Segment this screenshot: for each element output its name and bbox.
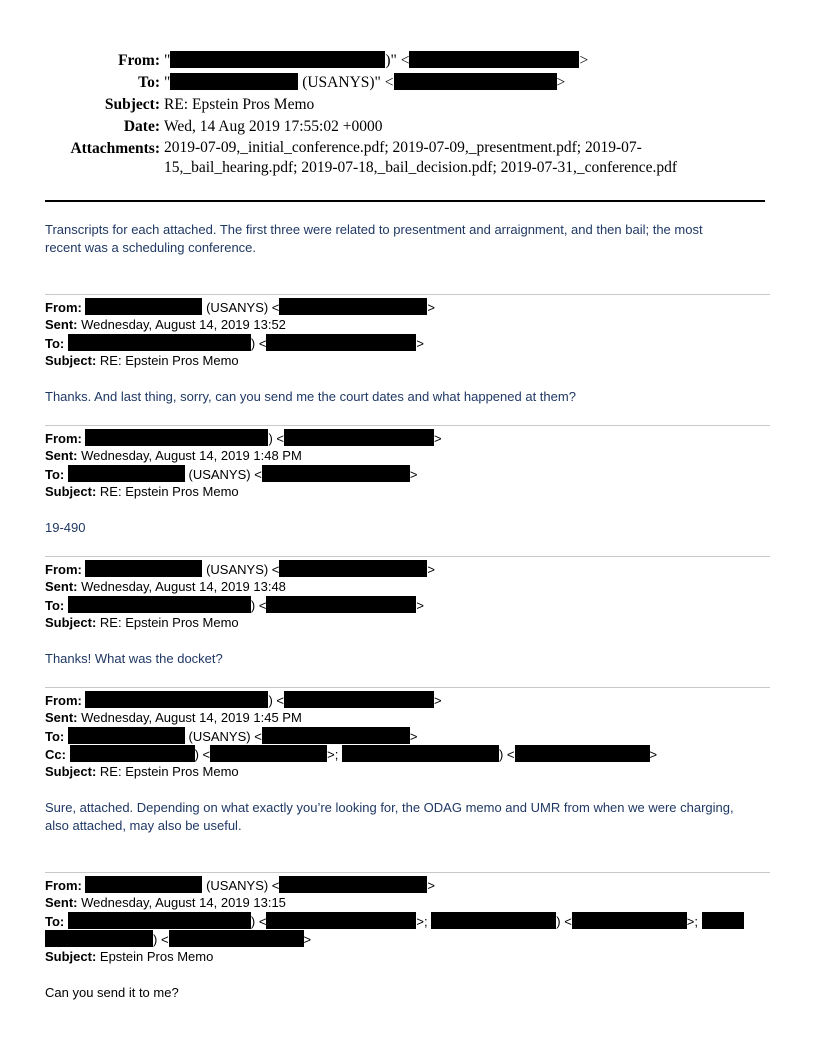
angle-close: > — [409, 467, 418, 482]
header-from-row — [40, 50, 740, 72]
redaction-bar — [68, 912, 251, 929]
header-to-row — [40, 72, 740, 94]
header-attachments-row — [40, 138, 740, 178]
redaction-bar — [45, 930, 153, 947]
subject-label: Subject: — [45, 615, 97, 630]
sent-value: Wednesday, August 14, 2019 1:45 PM — [77, 710, 302, 725]
to-label: To: — [45, 467, 65, 482]
angle-close: > — [579, 52, 589, 69]
from-org: (USANYS) < — [202, 300, 280, 315]
redaction-bar — [85, 560, 202, 577]
redaction-bar — [85, 298, 202, 315]
email-to-row — [45, 596, 770, 614]
header-from-sep: )" < — [385, 52, 410, 69]
redaction-bar — [702, 912, 744, 929]
email-from-row — [45, 691, 770, 709]
subject-value: Epstein Pros Memo — [96, 949, 214, 964]
email-to-row — [45, 465, 770, 483]
from-label: From: — [45, 693, 82, 708]
quoted-email-2 — [45, 429, 770, 501]
redaction-bar — [279, 298, 427, 315]
redaction-bar — [572, 912, 687, 929]
redaction-bar — [284, 691, 434, 708]
from-label: From: — [45, 431, 82, 446]
email-4-body-line-1: Sure, attached. Depending on what exactly you’re looking for, the ODAG memo and UMR from when we were charging, — [45, 800, 734, 815]
redaction-bar — [170, 51, 385, 68]
to-divider: >; — [686, 914, 702, 929]
email-separator — [45, 425, 770, 426]
redaction-bar — [279, 560, 427, 577]
subject-label: Subject: — [45, 484, 97, 499]
email-separator — [45, 294, 770, 295]
angle-close: > — [427, 878, 435, 893]
redaction-bar — [266, 912, 416, 929]
cc-sep: ) < — [498, 747, 515, 762]
email-sent-row — [45, 578, 770, 596]
email-from-row — [45, 429, 770, 447]
sent-value: Wednesday, August 14, 2019 1:48 PM — [77, 448, 302, 463]
to-org: (USANYS) < — [184, 467, 262, 482]
sent-label: Sent: — [45, 317, 78, 332]
subject-label: Subject: — [45, 764, 97, 779]
email-cc-row — [45, 745, 770, 763]
sent-value: Wednesday, August 14, 2019 13:15 — [77, 895, 286, 910]
angle-close: > — [649, 747, 658, 762]
email-3-body: Thanks! What was the docket? — [45, 651, 223, 666]
to-label: To: — [45, 914, 65, 929]
angle-close: > — [434, 693, 442, 708]
subject-value: RE: Epstein Pros Memo — [96, 615, 239, 630]
to-org: (USANYS) < — [184, 729, 262, 744]
email-from-row — [45, 560, 770, 578]
attachments-line-2[interactable]: 15,_bail_hearing.pdf; 2019-07-18,_bail_decision.pdf; 2019-07-31,_conference.pdf — [164, 159, 678, 176]
to-label: To: — [45, 729, 65, 744]
email-separator — [45, 687, 770, 688]
redaction-bar — [210, 745, 327, 762]
email-sent-row — [45, 447, 770, 465]
attachments-line-1[interactable]: 2019-07-09,_initial_conference.pdf; 2019-07-09,_presentment.pdf; 2019-07- — [164, 139, 642, 156]
subject-value: RE: Epstein Pros Memo — [96, 353, 239, 368]
email-subject-row — [45, 763, 770, 781]
angle-close: > — [303, 932, 312, 947]
sent-label: Sent: — [45, 448, 78, 463]
header-date-row — [40, 116, 740, 138]
redaction-bar — [262, 465, 410, 482]
cc-divider: >; — [327, 747, 342, 762]
angle-close: > — [556, 74, 566, 91]
redaction-bar — [342, 745, 499, 762]
redaction-bar — [515, 745, 650, 762]
redaction-bar — [68, 465, 185, 482]
quote-mark: " — [164, 52, 171, 69]
quoted-email-3 — [45, 560, 770, 632]
email-sent-row — [45, 894, 770, 912]
redaction-bar — [170, 73, 298, 90]
email-5-body: Can you send it to me? — [45, 985, 179, 1000]
angle-close: > — [416, 336, 425, 351]
cc-sep: ) < — [194, 747, 211, 762]
redaction-bar — [394, 73, 557, 90]
header-attachments-label: Attachments: — [70, 140, 160, 157]
email-separator — [45, 556, 770, 557]
from-label: From: — [45, 562, 82, 577]
from-org: (USANYS) < — [202, 878, 280, 893]
header-to-label: To: — [138, 74, 160, 91]
message-header — [40, 50, 740, 178]
email-subject-row — [45, 483, 770, 501]
redaction-bar — [85, 429, 268, 446]
redaction-bar — [68, 334, 251, 351]
to-label: To: — [45, 598, 65, 613]
header-subject-value: RE: Epstein Pros Memo — [164, 96, 315, 113]
header-date-value: Wed, 14 Aug 2019 17:55:02 +0000 — [164, 118, 383, 135]
sent-label: Sent: — [45, 579, 78, 594]
subject-value: RE: Epstein Pros Memo — [96, 764, 239, 779]
email-subject-row — [45, 948, 770, 966]
to-sep: ) < — [250, 914, 267, 929]
header-to-org: (USANYS)" < — [298, 74, 394, 91]
email-to-row — [45, 727, 770, 745]
email-1-body: Thanks. And last thing, sorry, can you send me the court dates and what happened at them? — [45, 389, 576, 404]
from-org: (USANYS) < — [202, 562, 280, 577]
email-sent-row — [45, 709, 770, 727]
to-sep: ) < — [556, 914, 572, 929]
subject-value: RE: Epstein Pros Memo — [96, 484, 239, 499]
email-to-row — [45, 912, 770, 930]
to-sep: ) < — [250, 598, 267, 613]
latest-message-line-2: recent was a scheduling conference. — [45, 240, 257, 255]
redaction-bar — [68, 596, 251, 613]
email-from-row — [45, 298, 770, 316]
from-label: From: — [45, 878, 82, 893]
sent-value: Wednesday, August 14, 2019 13:48 — [77, 579, 286, 594]
to-sep: ) < — [250, 336, 267, 351]
sent-label: Sent: — [45, 710, 78, 725]
latest-message-body — [45, 221, 770, 257]
email-to-row — [45, 334, 770, 352]
sent-value: Wednesday, August 14, 2019 13:52 — [77, 317, 286, 332]
redaction-bar — [409, 51, 579, 68]
email-sent-row — [45, 316, 770, 334]
angle-close: > — [416, 598, 425, 613]
angle-close: > — [427, 300, 435, 315]
header-attachments-value[interactable] — [164, 138, 740, 178]
redaction-bar — [431, 912, 556, 929]
email-separator — [45, 872, 770, 873]
redaction-bar — [169, 930, 304, 947]
redaction-bar — [68, 727, 185, 744]
header-from-label: From: — [118, 52, 160, 69]
redaction-bar — [266, 334, 416, 351]
header-from-value — [164, 50, 740, 72]
angle-close: > — [427, 562, 435, 577]
email-subject-row — [45, 352, 770, 370]
latest-message-line-1: Transcripts for each attached. The first three were related to presentment and arraignment, and then bail; the most — [45, 222, 703, 237]
header-subject-label: Subject: — [104, 96, 160, 113]
redaction-bar — [266, 596, 416, 613]
email-subject-row — [45, 614, 770, 632]
email-from-row — [45, 876, 770, 894]
quoted-email-5 — [45, 876, 770, 966]
header-subject-row — [40, 94, 740, 116]
email-4-body-line-2: also attached, may also be useful. — [45, 818, 242, 833]
angle-close: > — [409, 729, 418, 744]
header-divider — [45, 200, 765, 202]
to-sep: ) < — [153, 932, 169, 947]
sent-label: Sent: — [45, 895, 78, 910]
redaction-bar — [284, 429, 434, 446]
email-to-continued-row — [45, 930, 770, 948]
redaction-bar — [85, 691, 268, 708]
to-label: To: — [45, 336, 65, 351]
from-sep: ) < — [268, 431, 285, 446]
email-2-body: 19-490 — [45, 520, 86, 535]
email-4-body — [45, 799, 770, 835]
cc-label: Cc: — [45, 747, 66, 762]
header-to-value — [164, 72, 740, 94]
redaction-bar — [85, 876, 202, 893]
redaction-bar — [262, 727, 410, 744]
quote-mark: " — [164, 74, 171, 91]
from-sep: ) < — [268, 693, 285, 708]
redaction-bar — [279, 876, 427, 893]
angle-close: > — [434, 431, 442, 446]
header-date-label: Date: — [123, 118, 160, 135]
subject-label: Subject: — [45, 949, 97, 964]
subject-label: Subject: — [45, 353, 97, 368]
to-divider: >; — [416, 914, 432, 929]
from-label: From: — [45, 300, 82, 315]
quoted-email-1 — [45, 298, 770, 370]
redaction-bar — [70, 745, 195, 762]
quoted-email-4 — [45, 691, 770, 781]
